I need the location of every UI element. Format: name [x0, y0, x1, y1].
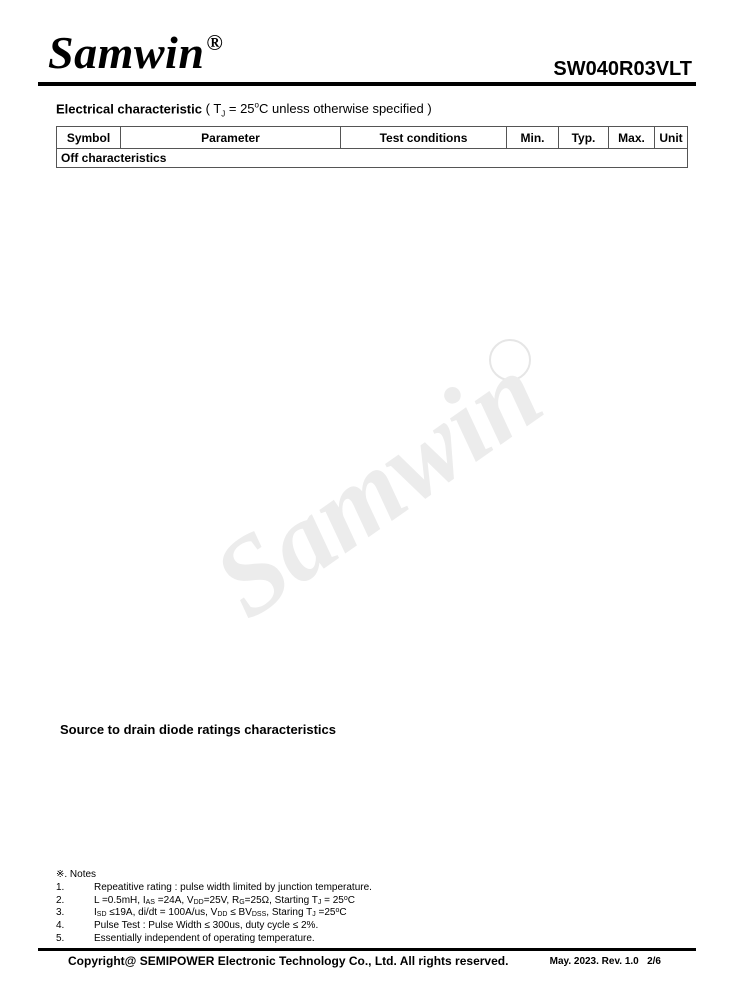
electrical-characteristics-table: [56, 126, 688, 168]
copyright: Copyright@ SEMIPOWER Electronic Technology Co., Ltd. All rights reserved.: [68, 954, 509, 968]
note-text: Repeatitive rating : pulse width limited by junction temperature.: [94, 881, 372, 893]
notes-title: ※. Notes: [56, 869, 97, 880]
diode-section-title: Source to drain diode ratings characteristics: [60, 722, 336, 737]
notes: [56, 869, 372, 946]
note-number: 4.: [56, 920, 65, 932]
electrical-section-title: Electrical characteristic ( $T_J = 25^oC$ unless otherwise specified ): [56, 101, 432, 119]
footer-rule: [38, 948, 696, 951]
part-number: SW040R03VLT: [553, 58, 692, 80]
brand-name: Samwin: [48, 27, 205, 78]
note-text: L =0.5mH, $I_{AS} =24A$, $V_{DD}=25V$, $R_G=25\Omega$, Starting $T_J = 25^oC$: [94, 894, 356, 906]
brand-logo: [48, 27, 224, 78]
note-number: 3.: [56, 907, 65, 919]
watermark-registered-icon: [490, 340, 530, 380]
note-text: Pulse Test : Pulse Width ≤ 300us, duty cycle ≤ 2%.: [94, 920, 319, 932]
col-header: Parameter: [121, 127, 341, 149]
note-text: $I_{SD} \le 19A$, di/dt = 100A/us, $V_{DD} \le BV_{DSS}$, Staring $T_J =25^oC$: [94, 907, 347, 919]
note-number: 1.: [56, 881, 65, 893]
col-header: Unit: [655, 127, 688, 149]
note-item: [56, 920, 372, 933]
note-number: 5.: [56, 932, 65, 944]
revision: May. 2023. Rev. 1.0: [549, 956, 639, 967]
group-row: Off characteristics: [57, 149, 688, 168]
note-number: 2.: [56, 894, 65, 906]
notes-list: [56, 882, 372, 946]
revision-info: [550, 956, 661, 967]
confidential-watermark: [180, 320, 600, 700]
page-number: 2/6: [647, 956, 661, 967]
registered-mark: ®: [206, 30, 224, 55]
col-header: Symbol: [57, 127, 121, 149]
col-header: Typ.: [559, 127, 609, 149]
note-text: Essentially independent of operating temperature.: [94, 932, 315, 944]
note-item: [56, 907, 372, 920]
col-header: Max.: [609, 127, 655, 149]
watermark-text: Samwin: [192, 330, 563, 642]
table-header-row: [57, 127, 688, 149]
note-item: [56, 895, 372, 908]
note-item: [56, 882, 372, 895]
col-header: Test conditions: [341, 127, 507, 149]
note-item: [56, 933, 372, 946]
header-rule: [38, 82, 696, 86]
col-header: Min.: [507, 127, 559, 149]
